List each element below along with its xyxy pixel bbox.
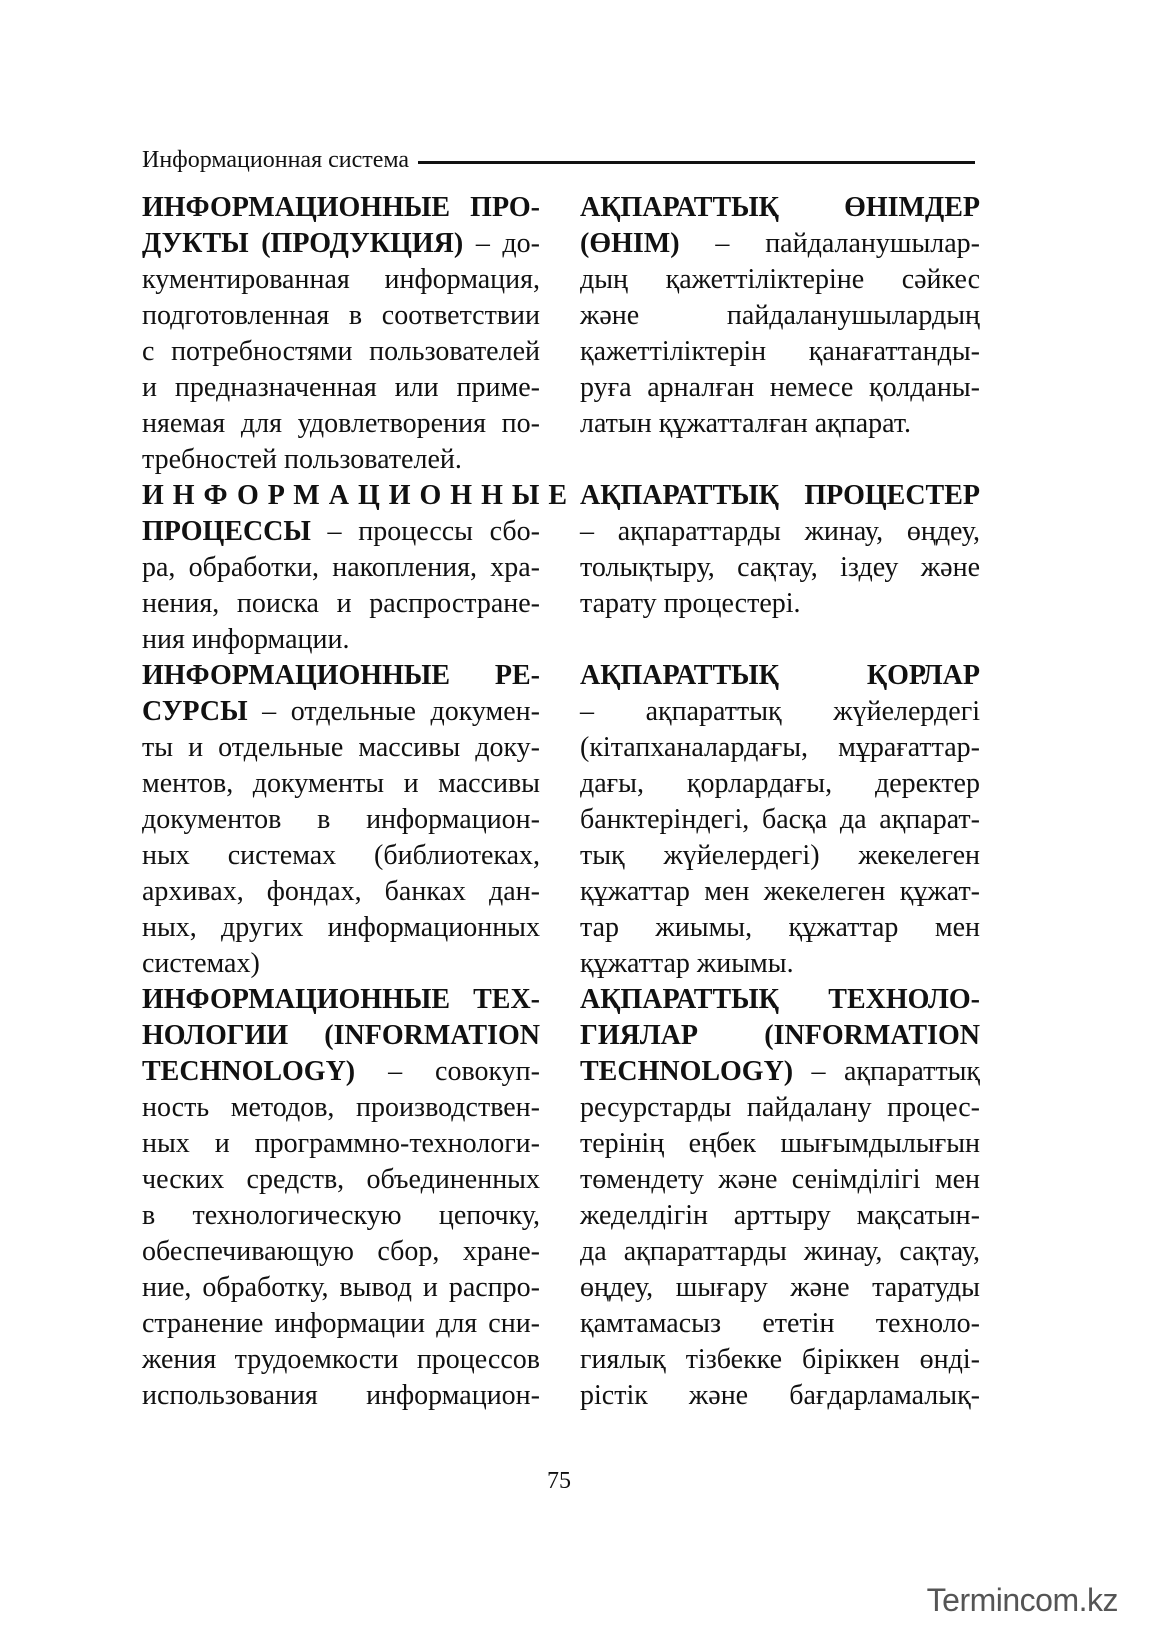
left-column [142,190,577,1414]
definition-line: руға арналған немесе қолданы- [580,372,980,403]
definition-line: с потребностями пользователей [142,336,540,367]
definition-line: ние, обработку, вывод и распро- [142,1272,540,1303]
glossary-entry [142,658,540,982]
glossary-entry [580,190,980,442]
term-text: ПРОЦЕССЫ [142,516,311,547]
definition-line: – ақпараттық жүйелердегі [580,696,980,727]
definition-line: дағы, қорлардағы, деректер [580,768,980,799]
running-header-title: Информационная система [142,147,410,173]
term-text: TECHNOLOGY) [142,1056,356,1087]
definition-line: тық жүйелердегі) жекелеген [580,840,980,871]
definition-line: гиялық тізбекке біріккен өнді- [580,1344,980,1375]
definition-line: и предназначенная или приме- [142,372,540,403]
definition-line: да ақпараттарды жинау, сақтау, [580,1236,980,1267]
term-line: АҚПАРАТТЫҚ ПРОЦЕСТЕР [580,480,980,511]
term-line: АҚПАРАТТЫҚ ТЕХНОЛО- [580,984,980,1015]
definition-line: ресурстарды пайдалану процес- [580,1092,980,1123]
definition-line: қамтамасыз ететін техноло- [580,1308,980,1339]
definition-text: – совокуп- [355,1056,540,1087]
definition-line: жеделдігін арттыру мақсатын- [580,1200,980,1231]
definition-line: странение информации для сни- [142,1308,540,1339]
definition-line: ты и отдельные массивы доку- [142,732,540,763]
glossary-entry [142,190,540,478]
term-line: ИНФОРМАЦИОННЫЕ [142,480,577,511]
right-column [580,190,980,1414]
term-line: ИНФОРМАЦИОННЫЕ ПРО- [142,192,540,223]
definition-text: – пайдаланушылар- [679,228,980,259]
term-line: АҚПАРАТТЫҚ ӨНІМДЕР [580,192,980,223]
definition-line: құжаттар жиымы. [580,948,794,979]
definition-line: в технологическую цепочку, [142,1200,540,1231]
entry-spacer [580,622,980,658]
watermark-logo: Termincom.kz [926,1582,1118,1618]
page-number: 75 [547,1468,571,1494]
glossary-entry [580,982,980,1414]
definition-line: ных и программно-технологи- [142,1128,540,1159]
term-line [580,226,980,262]
definition-line: банктеріндегі, басқа да ақпарат- [580,804,980,835]
definition-line: ментов, документы и массивы [142,768,540,799]
definition-line: жения трудоемкости процессов [142,1344,540,1375]
definition-line: рістік және бағдарламалық- [580,1380,980,1411]
definition-text: – процессы сбо- [310,516,540,547]
term-line [142,226,540,262]
definition-line: терінің еңбек шығымдылығын [580,1128,980,1159]
definition-line: ных системах (библиотеках, [142,840,540,871]
definition-line: қажеттіліктерін қанағаттанды- [580,336,980,367]
term-line: ИНФОРМАЦИОННЫЕ ТЕХ- [142,984,540,1015]
term-text: СУРСЫ [142,696,248,727]
definition-line: ческих средств, объединенных [142,1164,540,1195]
definition-line: ность методов, производствен- [142,1092,540,1123]
definition-line: архивах, фондах, банках дан- [142,876,540,907]
entry-spacer [580,442,980,478]
definition-line: подготовленная в соответствии [142,300,540,331]
definition-line: және пайдаланушылардың [580,300,980,331]
definition-line: использования информацион- [142,1380,540,1411]
glossary-entry [580,658,980,982]
definition-line: (кітапханалардағы, мұрағаттар- [580,732,980,763]
definition-line: өңдеу, шығару және таратуды [580,1272,980,1303]
term-line [142,514,540,550]
definition-line: кументированная информация, [142,264,540,295]
definition-line: документов в информацион- [142,804,540,835]
term-text: TECHNOLOGY) [580,1056,794,1087]
glossary-entry [580,478,980,622]
definition-line: төмендету және сенімділігі мен [580,1164,980,1195]
term-line [580,1054,980,1090]
definition-line: нения, поиска и распростране- [142,588,540,619]
glossary-entry [142,982,540,1414]
definition-line: системах) [142,948,260,979]
definition-line: тар жиымы, құжаттар мен [580,912,980,943]
term-text: ДУКТЫ (ПРОДУКЦИЯ) [142,228,464,259]
definition-line: обеспечивающую сбор, хране- [142,1236,540,1267]
term-text: (ӨНІМ) [580,228,680,259]
running-header [142,145,975,175]
term-line: НОЛОГИИ (INFORMATION [142,1020,540,1051]
definition-text: – отдельные докумен- [247,696,540,727]
definition-text: – ақпараттық [793,1056,980,1087]
definition-line: – ақпараттарды жинау, өңдеу, [580,516,980,547]
definition-line: тарату процестері. [580,588,801,619]
definition-line: ра, обработки, накопления, хра- [142,552,540,583]
definition-line: құжаттар мен жекелеген құжат- [580,876,980,907]
header-rule [418,161,975,164]
definition-line: требностей пользователей. [142,444,462,475]
term-line: АҚПАРАТТЫҚ ҚОРЛАР [580,660,980,691]
term-line [142,1054,540,1090]
definition-line: дың қажеттіліктеріне сәйкес [580,264,980,295]
definition-line: няемая для удовлетворения по- [142,408,540,439]
glossary-entry [142,478,577,658]
definition-line: латын құжатталған ақпарат. [580,408,911,439]
term-line [142,694,540,730]
definition-line: толықтыру, сақтау, іздеу және [580,552,980,583]
term-line: ГИЯЛАР (INFORMATION [580,1020,980,1051]
definition-text: – до- [463,228,540,259]
definition-line: ния информации. [142,624,350,655]
term-line: ИНФОРМАЦИОННЫЕ РЕ- [142,660,540,691]
definition-line: ных, других информационных [142,912,540,943]
